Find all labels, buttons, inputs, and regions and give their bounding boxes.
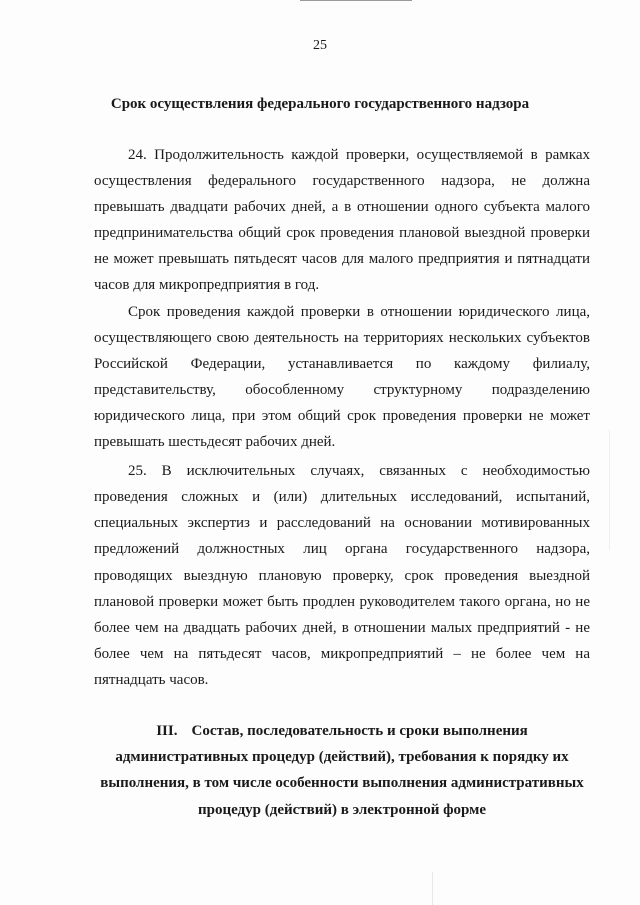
scan-artifact-mark-bottom — [432, 872, 433, 905]
paragraph-24: 24. Продолжительность каждой проверки, осуществляемой в рамках осуществления федерального государственного надзора, не должна превышать двадцати рабочих дней, а в отношении одного субъекта малого предпринимательства общий срок проведения плановой выездной проверки не может превышать пятьдесят часов для малого предприятия и пятнадцати часов для микропредприятия в год. — [94, 147, 590, 294]
scan-artifact-mark — [609, 430, 610, 550]
page-number: 25 — [313, 38, 327, 53]
section-heading — [94, 718, 590, 823]
body-text — [94, 142, 590, 693]
paragraph-25: 25. В исключительных случаях, связанных с необходимостью проведения сложных и (или) длительных исследований, испытаний, специальных экспертиз и расследований на основании мотивированных предложений должностных лиц органа государственного надзора, проводящих выездную плановую проверку, срок проведения выездной плановой проверки может быть продлен руководителем такого органа, но не более чем на двадцать рабочих дней, в отношении малых предприятий - не более чем на пятьдесят часов, микропредприятий – не более чем на пятнадцать часов. — [94, 463, 590, 688]
section-heading-line-4: процедур (действий) в электронной форме — [197, 801, 487, 818]
paragraph-24-continuation: Срок проведения каждой проверки в отношении юридического лица, осуществляющего свою деятельность на территориях нескольких субъектов Российской Федерации, устанавливается по каждому филиалу, представительству, обособленному структурному подразделению юридического лица, при этом общий срок проведения проверки не может превышать шестьдесят рабочих дней. — [94, 303, 590, 451]
section-title-part-1: Состав, последовательность и сроки выполнения — [191, 723, 528, 739]
section-heading-line-2: административных процедур (действий), требования к порядку их — [115, 749, 569, 766]
section-heading-line-1 — [94, 718, 590, 744]
scan-artifact-line — [300, 0, 412, 1]
section-number: III. — [156, 723, 178, 739]
subsection-heading: Срок осуществления федерального государственного надзора — [110, 96, 530, 112]
section-heading-line-3: выполнения, в том числе особенности выполнения административных — [100, 775, 584, 792]
